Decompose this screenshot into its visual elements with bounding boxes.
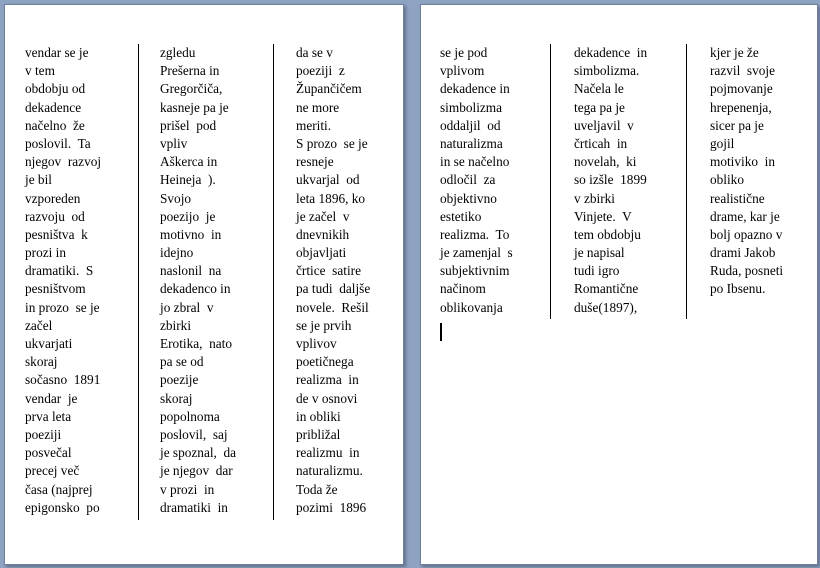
text-line: pojmovanje [710,81,773,97]
text-line: Župančičem [296,81,362,97]
text-line: naslonil na [160,263,222,279]
text-line: leta 1896, ko [296,190,366,206]
text-line: simbolizma [440,99,503,115]
text-line: njegov razvoj [25,154,102,170]
text-line: Ruda, posneti [710,263,784,279]
text-line: poezije [160,372,199,388]
text-line: je bil [25,172,52,188]
text-line: jo zbral v [160,299,214,315]
text-line: posvečal [25,445,72,461]
text-line: naturalizma [440,135,503,151]
text-line: v tem [25,63,55,79]
text-line: realizma. To [440,226,510,242]
text-line: poeziji [25,426,62,442]
text-line: Prešerna in [160,63,220,79]
text-line: v zbirki [574,190,615,206]
text-line: so izšle 1899 [574,172,647,188]
text-line: tega pa je [574,99,625,115]
text-line: razvoju od [25,208,85,224]
text-line: dekadence in [440,81,510,97]
text-line: se je pod [440,45,488,60]
text-line: vendar se je [25,45,89,60]
text-line: in prozo se je [25,299,100,315]
text-line: v prozi in [160,481,215,497]
text-line: skoraj [25,354,58,370]
text-line: hrepenenja, [710,99,772,115]
text-line: približal [296,426,341,442]
text-line: ukvarjati [25,336,73,351]
text-line: Vinjete. V [574,208,632,224]
text-line: subjektivnim [440,263,510,279]
text-line: zgledu [160,45,196,60]
text-column-2[interactable] [160,44,236,517]
text-line: objavljati [296,245,347,261]
text-line: in se načelno [440,154,510,170]
text-line: epigonsko po [25,499,100,515]
text-line: in obliki [296,408,341,424]
text-line: novelah, ki [574,154,637,170]
text-column-3[interactable] [710,44,783,299]
text-line: drame, kar je [710,208,780,224]
text-line: črtice satire [296,263,361,279]
text-line: popolnoma [160,408,220,424]
text-line: je spoznal, da [160,445,237,461]
text-line: duše(1897), [574,299,638,315]
text-line: ukvarjal od [296,172,360,188]
column-separator [138,44,139,520]
text-line: tem obdobju [574,226,641,242]
text-line: objektivno [440,190,497,206]
text-line: Aškerca in [160,154,218,170]
text-line: prozi in [25,245,66,261]
text-line: dekadenco in [160,281,231,297]
text-line: vpliv [160,135,188,151]
text-line: realizmu in [296,445,360,461]
text-line: estetiko [440,208,482,224]
text-line: poeziji z [296,63,345,79]
document-page-1[interactable] [4,4,404,565]
text-line: uveljavil v [574,117,634,133]
text-line: je napisal [574,245,625,261]
text-line: skoraj [160,390,193,406]
text-line: vplivov [296,336,337,351]
text-line: idejno [160,245,194,261]
text-line: bolj opazno v [710,226,783,242]
text-line: Toda že [296,481,338,497]
text-line: prva leta [25,408,72,424]
text-line: dekadence in [574,45,648,60]
text-line: simbolizma. [574,63,640,79]
column-separator [273,44,274,520]
text-line: kjer je že [710,45,759,60]
text-line: dramatiki in [160,499,228,515]
text-line: načinom [440,281,486,297]
text-column-1[interactable] [25,44,101,517]
text-line: Romantične [574,281,639,297]
text-line: poslovil. Ta [25,135,91,151]
text-line: oddaljil od [440,117,501,133]
text-line: motiviko in [710,154,776,170]
text-line: resneje [296,154,334,170]
text-line: obdobju od [25,81,86,97]
text-line: poetičnega [296,354,354,370]
text-line: pa se od [160,354,204,370]
text-line: poslovil, saj [160,426,228,442]
text-line: Svojo [160,190,192,206]
text-line: da se v [296,45,333,60]
text-line: prišel pod [160,117,217,133]
text-line: precej več [25,463,80,479]
text-line: črticah in [574,135,628,151]
column-separator [686,44,687,319]
text-line: ne more [296,99,340,115]
text-line: meriti. [296,117,332,133]
text-line: dnevnikih [296,226,350,242]
text-line: se je prvih [296,317,352,333]
document-page-2[interactable] [420,4,818,565]
text-line: S prozo se je [296,135,368,151]
text-line: realizma in [296,372,359,388]
text-line: pesništva k [25,226,88,242]
text-line: motivno in [160,226,222,242]
text-line: začel [25,317,53,333]
text-line: Erotika, nato [160,336,233,351]
text-line: odločil za [440,172,496,188]
text-line: načelno že [25,117,85,133]
text-line: obliko [710,172,744,188]
text-line: de v osnovi [296,390,358,406]
text-line: drami Jakob [710,245,776,261]
text-line: Gregorčiča, [160,81,223,97]
text-column-1[interactable] [440,44,513,317]
text-line: pesništvom [25,281,86,297]
text-line: oblikovanja [440,299,503,315]
text-column-3[interactable] [296,44,370,517]
text-line: realistične [710,190,765,206]
text-line: je zamenjal s [440,245,513,261]
text-line: kasneje pa je [160,99,229,115]
text-line: po Ibsenu. [710,281,766,297]
text-line: Načela le [574,81,624,97]
text-line: gojil [710,135,735,151]
text-line: je začel v [296,208,350,224]
text-line: vzporeden [25,190,81,206]
text-line: razvil svoje [710,63,775,79]
text-line: zbirki [160,317,192,333]
text-line: pa tudi dalјše [296,281,371,297]
text-line: časa (najprej [25,481,93,497]
text-line: pozimi 1896 [296,499,367,515]
text-line: Heineja ). [160,172,216,188]
column-separator [550,44,551,319]
text-line: vendar je [25,390,78,406]
text-column-2[interactable] [574,44,647,317]
text-line: novele. Rešil [296,299,369,315]
text-cursor [440,323,442,341]
text-line: tudi igro [574,263,620,279]
text-line: dramatiki. S [25,263,94,279]
text-line: naturalizmu. [296,463,363,479]
text-line: poezijo je [160,208,216,224]
text-line: sočasno 1891 [25,372,101,388]
text-line: dekadence [25,99,82,115]
text-line: je njegov dar [160,463,233,479]
text-line: vplivom [440,63,485,79]
text-line: sicer pa je [710,117,764,133]
